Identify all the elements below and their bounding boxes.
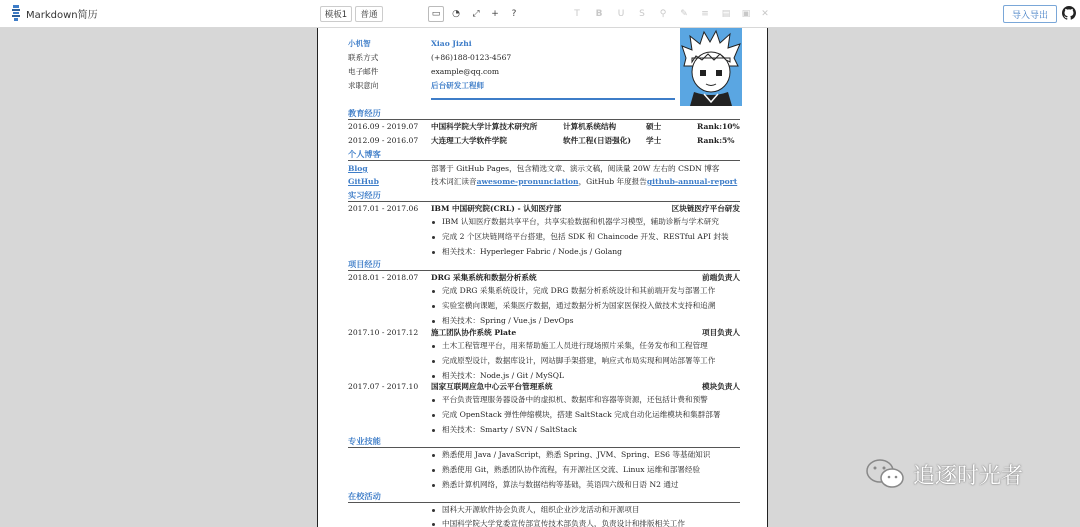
edu-date: 2016.09 - 2019.07	[348, 122, 419, 131]
name-label: 小机智	[348, 39, 371, 48]
project-bullet: 完成 OpenStack 弹性伸缩模块，搭建 SaltStack 完成自动化运维模块和集群部署	[442, 410, 721, 419]
email-label: 电子邮件	[348, 67, 379, 76]
template-select[interactable]: 模板1	[320, 6, 352, 22]
edu-degree: 学士	[646, 136, 662, 145]
project-role: 模块负责人	[702, 382, 740, 391]
bullet-dot	[432, 429, 435, 432]
github-icon[interactable]	[1062, 6, 1076, 20]
skill-bullet: 熟悉使用 Java / JavaScript，熟悉 Spring、JVM、Spring、ES6 等基础知识	[442, 450, 711, 459]
bullet-dot	[432, 251, 435, 254]
bullet-dot	[432, 469, 435, 472]
job-label: 求职意向	[348, 81, 379, 90]
app-title: Markdown简历	[26, 9, 98, 21]
bullet-dot	[432, 345, 435, 348]
project-bullet: 完成 DRG 采集系统设计，完成 DRG 数据分析系统设计和其前端开发与部署工作	[442, 286, 716, 295]
wechat-icon	[865, 458, 905, 490]
bullet-dot	[432, 360, 435, 363]
project-role: 项目负责人	[702, 328, 740, 337]
project-bullet: 相关技术：Node.js / Git / MySQL	[442, 371, 565, 380]
bullet-dot	[432, 509, 435, 512]
edu-rank: Rank:5%	[697, 136, 735, 145]
watermark-text: 追逐时光者	[913, 463, 1024, 489]
bullet-dot	[432, 290, 435, 293]
projects-heading: 项目经历	[348, 259, 381, 269]
profile-divider	[431, 98, 675, 100]
project-role: 前端负责人	[702, 273, 740, 282]
plus-icon[interactable]: +	[491, 9, 499, 19]
edu-school: 中国科学院大学计算技术研究所	[431, 122, 538, 131]
edu-major: 计算机系统结构	[563, 122, 617, 131]
project-bullet: 实验室横向课题，采集医疗数据，通过数据分析为国家医保投入做技术支持和追溯	[442, 301, 716, 310]
bullet-dot	[432, 484, 435, 487]
project-bullet: 土木工程管理平台，用来帮助施工人员进行现场照片采集，任务发布和工程管理	[442, 341, 708, 350]
job-value: 后台研发工程师	[431, 81, 485, 90]
close-icon[interactable]: ✕	[761, 9, 769, 19]
internship-heading: 实习经历	[348, 190, 381, 200]
bold-icon[interactable]: B	[595, 9, 603, 19]
bullet-dot	[432, 454, 435, 457]
blog-text: 部署于 GitHub Pages，包含精选文章、演示文稿，阅读量 20W 左右的 CSDN 博客	[431, 164, 720, 173]
project-bullet: 相关技术：Smarty / SVN / SaltStack	[442, 425, 577, 434]
image-icon[interactable]: ▣	[741, 9, 751, 19]
project-name: DRG 采集系统和数据分析系统	[431, 273, 537, 282]
skills-heading: 专业技能	[348, 436, 381, 446]
campus-heading: 在校活动	[348, 491, 381, 501]
education-heading: 教育经历	[348, 108, 381, 118]
skill-bullet: 熟悉计算机网络，算法与数据结构等基础，英语四六级和日语 N2 通过	[442, 480, 679, 489]
help-icon[interactable]: ?	[511, 9, 517, 19]
project-date: 2018.01 - 2018.07	[348, 273, 419, 282]
bullet-dot	[432, 523, 435, 526]
skills-rule	[348, 447, 740, 448]
bullet-dot	[432, 414, 435, 417]
project-bullet: 平台负责管理服务器设备中的虚拟机、数据库和容器等资源，还包括计费和预警	[442, 395, 708, 404]
table-icon[interactable]: ▤	[721, 9, 731, 19]
avatar	[680, 28, 742, 106]
internship-date: 2017.01 - 2017.06	[348, 204, 419, 213]
internship-bullet: 完成 2 个区块链网络平台搭建，包括 SDK 和 Chaincode 开发、RESTful API 封装	[442, 232, 729, 241]
bullet-dot	[432, 221, 435, 224]
github-text-middle: ，GitHub 年度报告	[578, 177, 647, 186]
blog-link[interactable]: Blog	[348, 164, 368, 173]
name-value: Xiao Jizhi	[431, 39, 472, 48]
education-rule	[348, 119, 740, 120]
app-logo-icon	[10, 5, 22, 21]
internship-company: IBM 中国研究院(CRL) - 认知医疗部	[431, 204, 562, 213]
strikethrough-icon[interactable]: S	[639, 9, 645, 19]
project-date: 2017.07 - 2017.10	[348, 382, 419, 391]
bullet-dot	[432, 236, 435, 239]
email-value: example@qq.com	[431, 67, 500, 76]
project-name: 施工团队协作系统 Plate	[431, 328, 517, 337]
project-name: 国家互联网应急中心云平台管理系统	[431, 382, 553, 391]
bullet-dot	[432, 320, 435, 323]
github-link[interactable]: GitHub	[348, 177, 379, 186]
blog-heading: 个人博客	[348, 149, 381, 159]
campus-bullet: 中国科学院大学党委宣传部宣传技术部负责人，负责设计和排版相关工作	[442, 519, 685, 527]
underline-icon[interactable]: U	[617, 9, 625, 19]
heading-icon[interactable]: T	[574, 9, 580, 19]
resume-page	[317, 28, 768, 527]
projects-rule	[348, 270, 740, 271]
edu-date: 2012.09 - 2016.07	[348, 136, 419, 145]
internship-role: 区块链医疗平台研发	[671, 204, 740, 213]
bullet-dot	[432, 305, 435, 308]
theme-icon[interactable]: ◔	[452, 9, 460, 19]
project-date: 2017.10 - 2017.12	[348, 328, 419, 337]
link-icon[interactable]: ⚲	[659, 9, 667, 19]
internship-bullet: IBM 认知医疗数据共享平台，共享实验数据和机器学习模型，辅助诊断与学术研究	[442, 217, 719, 226]
campus-rule	[348, 502, 740, 503]
import-export-button[interactable]: 导入导出	[1003, 5, 1057, 23]
style-select[interactable]: 普通	[355, 6, 383, 22]
blog-rule	[348, 160, 740, 161]
brush-icon[interactable]: ✎	[680, 9, 688, 19]
github-text	[431, 177, 737, 187]
list-icon[interactable]: ≡	[701, 9, 709, 19]
layout-icon[interactable]: ▭	[428, 6, 444, 22]
phone-value: (+86)188-0123-4567	[431, 53, 512, 62]
watermark	[865, 458, 1023, 490]
edu-rank: Rank:10%	[697, 122, 740, 131]
internship-rule	[348, 201, 740, 202]
fullscreen-icon[interactable]: ⤢	[472, 9, 480, 19]
app-brand[interactable]	[10, 5, 98, 21]
campus-bullet: 国科大开源软件协会负责人，组织企业沙龙活动和开源项目	[442, 505, 640, 514]
edu-major: 软件工程(日语强化)	[563, 136, 631, 145]
pronunciation-link[interactable]: awesome-pronunciation	[476, 177, 579, 186]
github-text-prefix: 技术词汇读音	[431, 177, 477, 186]
toolbar	[0, 0, 1080, 28]
bullet-dot	[432, 399, 435, 402]
edu-degree: 硕士	[646, 122, 662, 131]
avatar-illustration	[680, 28, 742, 106]
project-bullet: 完成原型设计，数据库设计，网站脚手架搭建，响应式布局实现和网站部署等工作	[442, 356, 716, 365]
internship-bullet: 相关技术：Hyperleger Fabric / Node.js / Golang	[442, 247, 622, 256]
skill-bullet: 熟悉使用 Git，熟悉团队协作流程，有开源社区交流、Linux 运维和部署经验	[442, 465, 701, 474]
phone-label: 联系方式	[348, 53, 379, 62]
bullet-dot	[432, 375, 435, 378]
project-bullet: 相关技术：Spring / Vue.js / DevOps	[442, 316, 574, 325]
edu-school: 大连理工大学软件学院	[431, 136, 507, 145]
annual-report-link[interactable]: github-annual-report	[646, 177, 738, 186]
